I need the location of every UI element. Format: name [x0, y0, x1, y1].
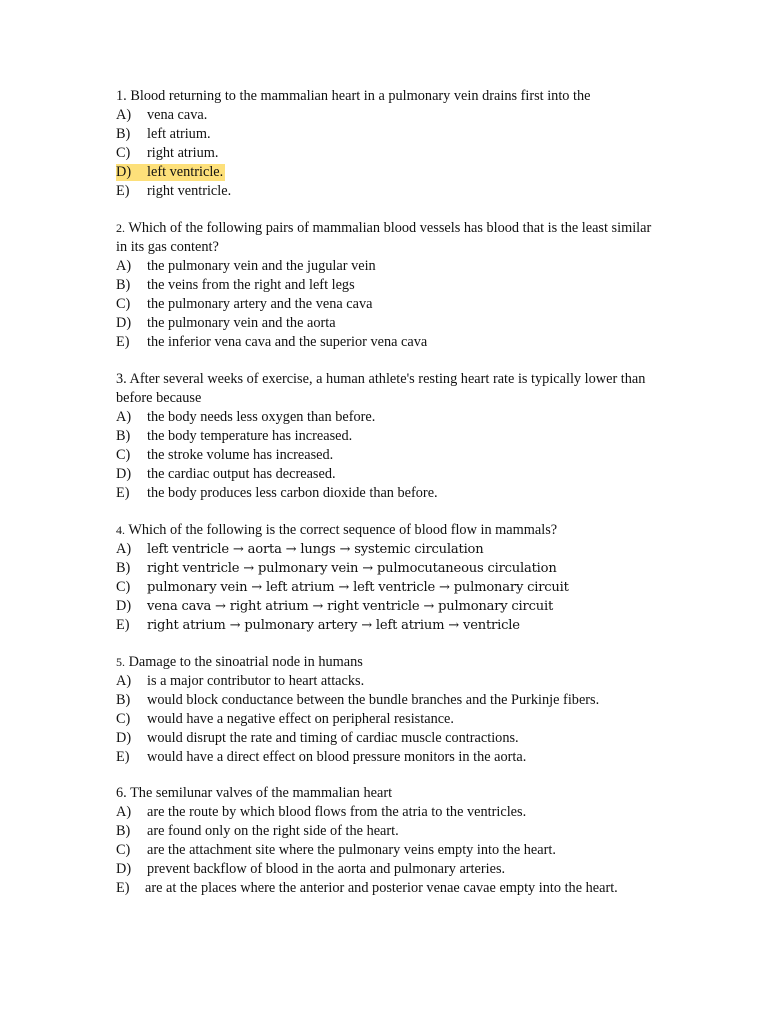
question-1-text — [116, 87, 656, 106]
question-3 — [116, 370, 656, 503]
question-3-number: 3. — [116, 371, 127, 387]
question-3-choice-e: E) the body produces less carbon dioxide than before. — [116, 485, 438, 501]
question-2-choice-d: D) the pulmonary vein and the aorta — [116, 315, 336, 331]
question-1-choice-e: E) right ventricle. — [116, 183, 232, 199]
question-3-stem: After several weeks of exercise, a human athlete's resting heart rate is typically lower than before because — [116, 371, 646, 406]
question-4 — [116, 521, 656, 635]
question-4-text — [116, 521, 656, 540]
answer-highlight: D) left ventricle. — [116, 164, 224, 180]
question-2-choice-b: B) the veins from the right and left legs — [116, 277, 355, 293]
question-1-choice-a: A) vena cava. — [116, 107, 208, 123]
question-4-choice-b: B) right ventricle → pulmonary vein → pulmocutaneous circulation — [116, 560, 557, 576]
question-1 — [116, 87, 656, 201]
question-6-text — [116, 784, 656, 803]
question-5-choice-d: D) would disrupt the rate and timing of cardiac muscle contractions. — [116, 730, 519, 746]
question-3-choice-a: A) the body needs less oxygen than before. — [116, 409, 376, 425]
question-4-choice-e: E) right atrium → pulmonary artery → left atrium → ventricle — [116, 617, 520, 633]
question-6 — [116, 784, 656, 898]
question-2-stem: Which of the following pairs of mammalian blood vessels has blood that is the least similar in its gas content? — [116, 220, 652, 255]
question-1-stem: Blood returning to the mammalian heart in a pulmonary vein drains first into the — [130, 88, 591, 104]
question-6-choice-d: D) prevent backflow of blood in the aorta and pulmonary arteries. — [116, 861, 506, 877]
question-2-number: 2. — [116, 221, 125, 235]
question-6-stem: The semilunar valves of the mammalian heart — [130, 785, 393, 801]
quiz-page — [116, 87, 656, 916]
question-5 — [116, 653, 656, 767]
question-1-number: 1. — [116, 88, 127, 104]
question-5-choice-b: B) would block conductance between the bundle branches and the Purkinje fibers. — [116, 692, 600, 708]
question-1-choice-c: C) right atrium. — [116, 145, 219, 161]
question-3-text — [116, 370, 656, 408]
question-4-number: 4. — [116, 523, 125, 537]
question-3-choice-b: B) the body temperature has increased. — [116, 428, 353, 444]
question-5-choice-e: E) would have a direct effect on blood pressure monitors in the aorta. — [116, 749, 527, 765]
question-2 — [116, 219, 656, 352]
question-3-choice-d: D) the cardiac output has decreased. — [116, 466, 336, 482]
question-1-choice-b: B) left atrium. — [116, 126, 211, 142]
question-4-choice-d: D) vena cava → right atrium → right ventricle → pulmonary circuit — [116, 598, 554, 614]
question-4-stem: Which of the following is the correct sequence of blood flow in mammals? — [128, 522, 558, 538]
question-2-choice-e: E) the inferior vena cava and the superior vena cava — [116, 334, 428, 350]
question-6-choice-b: B) are found only on the right side of the heart. — [116, 823, 399, 839]
question-4-choice-a: A) left ventricle → aorta → lungs → systemic circulation — [116, 541, 484, 557]
question-2-choice-a: A) the pulmonary vein and the jugular vein — [116, 258, 376, 274]
question-6-choice-a: A) are the route by which blood flows from the atria to the ventricles. — [116, 804, 527, 820]
question-2-text — [116, 219, 656, 257]
question-5-number: 5. — [116, 655, 125, 669]
question-4-choice-c: C) pulmonary vein → left atrium → left ventricle → pulmonary circuit — [116, 579, 569, 595]
question-2-choice-c: C) the pulmonary artery and the vena cava — [116, 296, 373, 312]
question-5-stem: Damage to the sinoatrial node in humans — [128, 654, 363, 670]
question-5-choice-c: C) would have a negative effect on peripheral resistance. — [116, 711, 454, 727]
question-6-number: 6. — [116, 785, 127, 801]
question-6-choice-e: E) are at the places where the anterior and posterior venae cavae empty into the heart. — [116, 880, 618, 896]
question-5-choice-a: A) is a major contributor to heart attacks. — [116, 673, 365, 689]
question-3-choice-c: C) the stroke volume has increased. — [116, 447, 334, 463]
question-1-choice-d-highlighted — [116, 163, 656, 182]
question-5-text — [116, 653, 656, 672]
question-6-choice-c: C) are the attachment site where the pulmonary veins empty into the heart. — [116, 842, 556, 858]
